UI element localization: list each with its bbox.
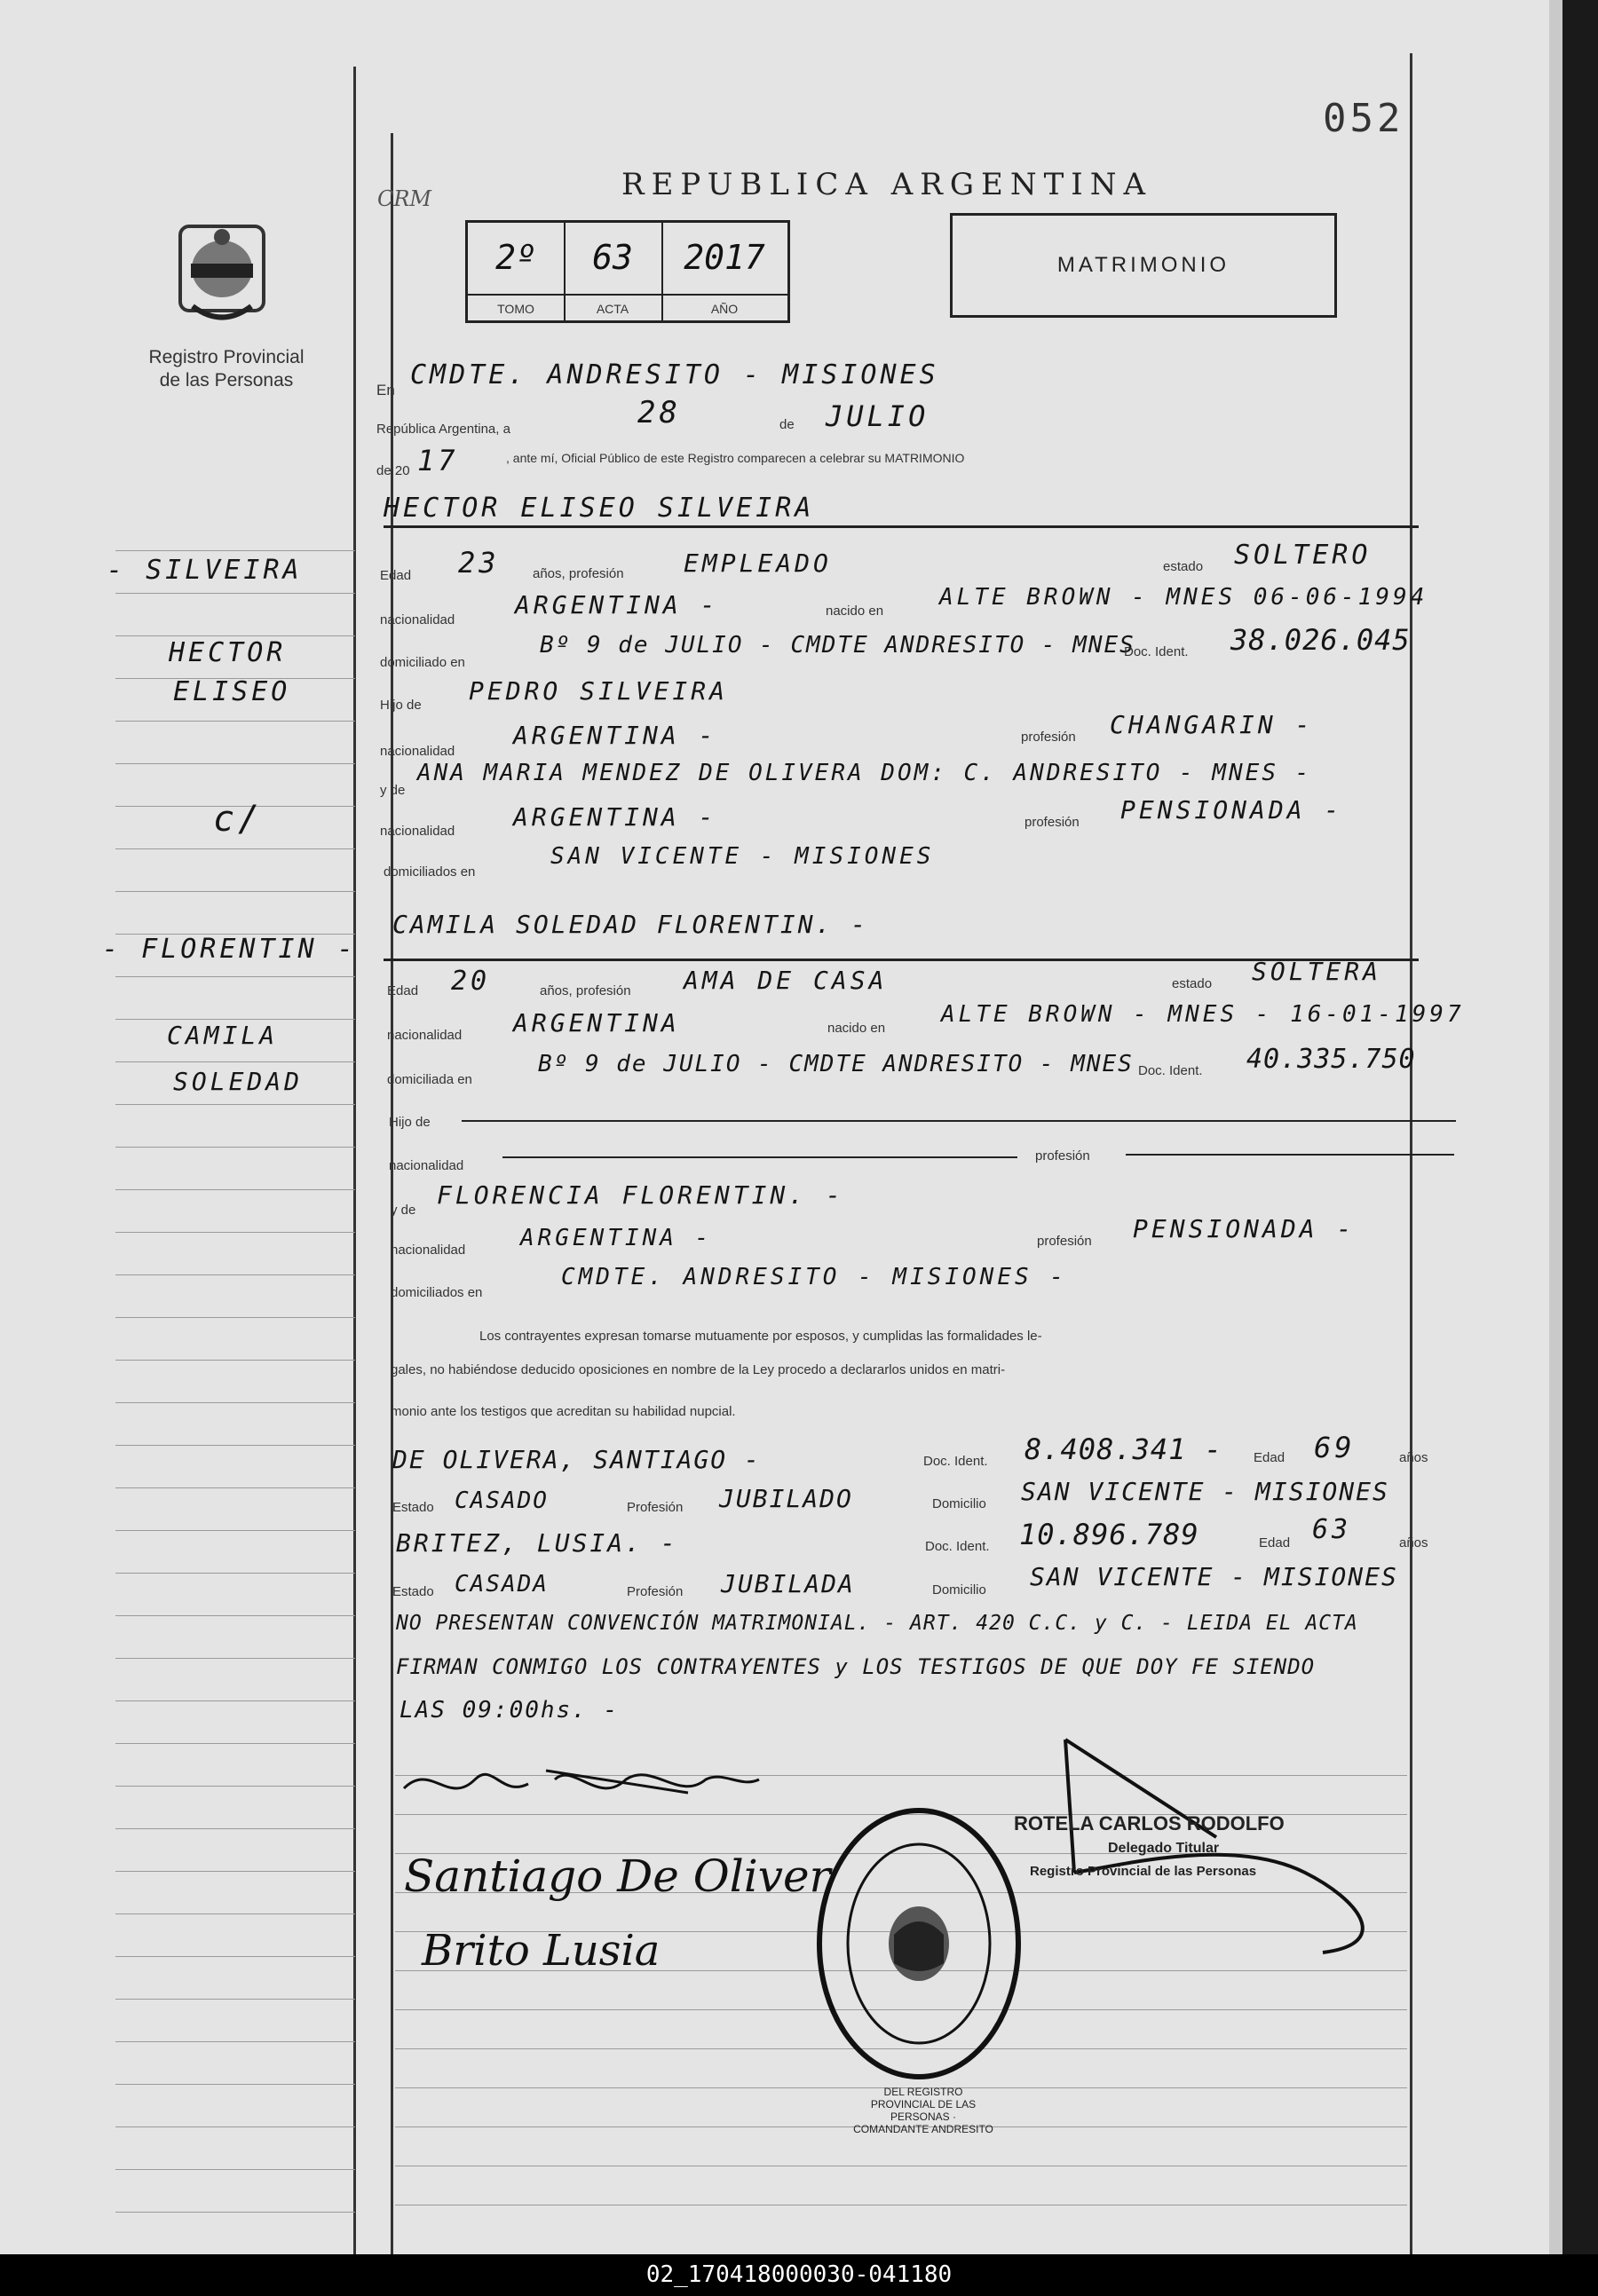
official-name: ROTELA CARLOS RODOLFO (1014, 1812, 1285, 1834)
margin-rule (353, 67, 356, 2254)
margin-ruled-line (115, 1828, 355, 1829)
organization-line-2: de las Personas (159, 370, 294, 391)
witness2-signature: Brito Lusia (422, 1926, 661, 1976)
margin-ruled-line (115, 1743, 355, 1744)
margin-ruled-line (115, 1360, 355, 1361)
nac-blank-line (502, 1156, 1017, 1158)
margin-ruled-line (115, 2126, 355, 2127)
witness2-dom-label: Domicilio (932, 1582, 986, 1598)
groom-mother-nationality: ARGENTINA - (513, 802, 717, 832)
bride-hijo-label: Hijo de (389, 1115, 431, 1130)
margin-ruled-line (115, 1019, 355, 1020)
page-edge (1549, 0, 1562, 2254)
crm-mark: CRM (377, 186, 432, 211)
month-value: JULIO (826, 399, 930, 433)
witness2-edad-label: Edad (1259, 1535, 1291, 1550)
witness1-estado-label: Estado (392, 1500, 434, 1515)
hijo-blank-line (462, 1120, 1456, 1122)
declaration-line-2: gales, no habiéndose deducido oposiciones en nombre de la Ley procedo a declararlos unidos en matri- (391, 1362, 1006, 1377)
margin-groom-name-2: ELISEO (173, 676, 291, 707)
witness2-address: SAN VICENTE - MISIONES (1030, 1562, 1398, 1591)
margin-ruled-line (115, 1232, 355, 1233)
margin-ruled-line (115, 2041, 355, 2042)
margin-ruled-line (115, 1700, 355, 1701)
margin-ruled-line (115, 891, 355, 892)
bride-mother: FLORENCIA FLORENTIN. - (437, 1180, 844, 1210)
witness2-estado-label: Estado (392, 1584, 434, 1599)
margin-bride-name-1: CAMILA (167, 1021, 279, 1050)
margin-ruled-line (115, 1104, 355, 1105)
margin-ruled-line (115, 721, 355, 722)
bride-nacido-label: nacido en (827, 1021, 886, 1036)
official-stamp (812, 1802, 1025, 2086)
groom-mother-nac-label: nacionalidad (380, 824, 455, 839)
margin-groom-name-1: HECTOR (169, 637, 287, 668)
groom-full-name: HECTOR ELISEO SILVEIRA (384, 493, 815, 524)
note-line-1: NO PRESENTAN CONVENCIÓN MATRIMONIAL. - ART. 420 C.C. y C. - LEIDA EL ACTA (396, 1612, 1358, 1635)
groom-civil-status: SOLTERO (1234, 540, 1372, 571)
groom-nacido-label: nacido en (826, 604, 884, 619)
margin-ruled-line (115, 550, 355, 551)
bride-address: Bº 9 de JULIO - CMDTE ANDRESITO - MNES (538, 1051, 1134, 1077)
margin-connector: c/ (213, 799, 264, 840)
margin-ruled-line (115, 1402, 355, 1403)
body-left-rule (391, 133, 393, 2254)
groom-nacionalidad-label: nacionalidad (380, 612, 455, 627)
de-label: de (779, 417, 795, 432)
acta-value: 63 (564, 223, 663, 294)
witness2-profession: JUBILADA (721, 1569, 855, 1598)
bride-father-nac-label: nacionalidad (389, 1158, 464, 1173)
witness2-doc-label: Doc. Ident. (925, 1539, 990, 1554)
witness2-status: CASADA (455, 1571, 549, 1598)
section-divider (384, 525, 1419, 528)
note-line-3: LAS 09:00hs. - (400, 1697, 620, 1724)
margin-ruled-line (115, 1061, 355, 1062)
coat-of-arms-icon (173, 217, 271, 328)
stamp-text: DEL REGISTRO PROVINCIAL DE LAS PERSONAS · COMANDANTE ANDRESITO (853, 2086, 993, 2135)
official-title: Delegado Titular (1108, 1841, 1220, 1856)
groom-doc-label: Doc. Ident. (1124, 644, 1189, 659)
margin-ruled-line (115, 1913, 355, 1914)
bride-birth: ALTE BROWN - MNES - 16-01-1997 (941, 1001, 1465, 1028)
country-title: REPUBLICA ARGENTINA (621, 167, 1153, 202)
groom-yde-label: y de (380, 783, 406, 798)
bride-parents-address: CMDTE. ANDRESITO - MISIONES - (561, 1264, 1067, 1290)
margin-ruled-line (115, 635, 355, 636)
margin-ruled-line (115, 1615, 355, 1616)
margin-groom-surname: - SILVEIRA (107, 555, 303, 586)
witness1-address: SAN VICENTE - MISIONES (1021, 1477, 1389, 1506)
official-office: Registro Provincial de las Personas (1030, 1864, 1257, 1879)
witness1-name: DE OLIVERA, SANTIAGO - (392, 1445, 761, 1474)
bride-full-name: CAMILA SOLEDAD FLORENTIN. - (392, 910, 869, 939)
margin-ruled-line (115, 976, 355, 977)
en-label: En (376, 382, 395, 398)
scan-footer: 02_170418000030-041180 (0, 2254, 1598, 2296)
prof-blank-line (1126, 1154, 1454, 1156)
bride-profesion-label: años, profesión (540, 983, 631, 998)
margin-ruled-line (115, 1487, 355, 1488)
groom-nationality: ARGENTINA - (515, 590, 719, 619)
witness1-edad-label: Edad (1254, 1450, 1286, 1465)
bride-doc-label: Doc. Ident. (1138, 1063, 1203, 1078)
bride-mother-nac-label: nacionalidad (391, 1243, 466, 1258)
margin-ruled-line (115, 763, 355, 764)
margin-ruled-line (115, 1956, 355, 1957)
republica-label: República Argentina, a (376, 422, 510, 437)
contrayentes-signature (395, 1753, 768, 1815)
witness1-dom-label: Domicilio (932, 1496, 986, 1511)
bride-yde-label: y de (391, 1203, 416, 1218)
witness1-doc: 8.408.341 - (1024, 1432, 1222, 1466)
margin-ruled-line (115, 2084, 355, 2085)
organization-name (124, 346, 328, 392)
witness1-doc-label: Doc. Ident. (923, 1454, 988, 1469)
bride-nationality: ARGENTINA (513, 1008, 680, 1038)
statement-text: , ante mí, Oficial Público de este Registro comparecen a celebrar su MATRIMONIO (506, 451, 965, 465)
witness1-profession: JUBILADO (719, 1484, 853, 1513)
groom-parents-address: SAN VICENTE - MISIONES (550, 843, 935, 870)
groom-profesion-label: años, profesión (533, 566, 624, 581)
place-value: CMDTE. ANDRESITO - MISIONES (410, 359, 939, 391)
bride-estado-label: estado (1172, 976, 1213, 991)
year-prefix: de 20 (376, 463, 410, 478)
margin-ruled-line (115, 593, 355, 594)
margin-ruled-line (115, 2212, 355, 2213)
bride-civil-status: SOLTERA (1252, 957, 1382, 986)
note-line-2: FIRMAN CONMIGO LOS CONTRAYENTES y LOS TESTIGOS DE QUE DOY FE SIENDO (396, 1654, 1316, 1679)
groom-edad-label: Edad (380, 568, 412, 583)
declaration-line-3: monio ante los testigos que acreditan su habilidad nupcial. (391, 1404, 736, 1419)
bride-parents-dom-label: domiciliados en (391, 1285, 483, 1300)
witness1-status: CASADO (455, 1487, 549, 1514)
groom-age: 23 (458, 546, 500, 580)
folio-number: 052 (1323, 96, 1404, 141)
margin-ruled-line (115, 1445, 355, 1446)
bride-father-prof-label: profesión (1035, 1148, 1090, 1164)
register-box (465, 220, 790, 323)
witness2-doc: 10.896.789 (1019, 1518, 1199, 1551)
groom-mother: ANA MARIA MENDEZ DE OLIVERA DOM: C. ANDRESITO - MNES - (417, 760, 1312, 786)
margin-ruled-line (115, 1871, 355, 1872)
bride-doc: 40.335.750 (1246, 1044, 1416, 1075)
margin-ruled-line (115, 1573, 355, 1574)
bride-profession: AMA DE CASA (684, 966, 888, 995)
bride-mother-profession: PENSIONADA - (1133, 1214, 1356, 1243)
organization-line-1: Registro Provincial (148, 347, 305, 367)
witness1-signature: Santiago De Oliver (404, 1850, 831, 1902)
bride-edad-label: Edad (387, 983, 419, 998)
groom-doc: 38.026.045 (1230, 623, 1411, 657)
groom-father-nac-label: nacionalidad (380, 744, 455, 759)
groom-hijo-label: Hijo de (380, 698, 422, 713)
bride-domicilio-label: domiciliada en (387, 1072, 472, 1087)
groom-domicilio-label: domiciliado en (380, 655, 465, 670)
tomo-label: TOMO (468, 294, 566, 322)
margin-ruled-line (115, 1274, 355, 1275)
margin-bride-surname: - FLORENTIN - (102, 934, 357, 965)
anio-label: AÑO (661, 294, 787, 322)
margin-ruled-line (115, 1317, 355, 1318)
witness2-name: BRITEZ, LUSIA. - (396, 1528, 678, 1558)
groom-father-nationality: ARGENTINA - (513, 721, 717, 750)
bride-mother-nationality: ARGENTINA - (520, 1225, 713, 1251)
margin-ruled-line (115, 1189, 355, 1190)
bride-age: 20 (451, 966, 491, 997)
act-type-box: MATRIMONIO (950, 213, 1337, 318)
bride-nacionalidad-label: nacionalidad (387, 1028, 463, 1043)
groom-father: PEDRO SILVEIRA (469, 676, 729, 706)
margin-ruled-line (115, 2169, 355, 2170)
bride-mother-prof-label: profesión (1037, 1234, 1092, 1249)
groom-mother-prof-label: profesión (1024, 815, 1080, 830)
margin-ruled-line (115, 1658, 355, 1659)
margin-ruled-line (115, 848, 355, 849)
margin-ruled-line (115, 1999, 355, 2000)
declaration-line-1: Los contrayentes expresan tomarse mutuamente por esposos, y cumplidas las formalidades le- (479, 1329, 1042, 1344)
margin-bride-name-2: SOLEDAD (173, 1067, 304, 1096)
anio-value: 2017 (684, 238, 765, 277)
tomo-value: 2º (468, 223, 566, 294)
margin-ruled-line (115, 1147, 355, 1148)
witness2-age: 63 (1312, 1514, 1352, 1545)
groom-profession: EMPLEADO (684, 548, 832, 578)
day-value: 28 (637, 395, 681, 430)
witness1-prof-label: Profesión (627, 1500, 684, 1515)
year-suffix: 17 (417, 444, 459, 477)
groom-parents-dom-label: domiciliados en (384, 864, 476, 880)
witness2-prof-label: Profesión (627, 1584, 684, 1599)
witness1-anios-label: años (1399, 1450, 1428, 1465)
groom-estado-label: estado (1163, 559, 1204, 574)
margin-ruled-line (115, 1786, 355, 1787)
groom-mother-profession: PENSIONADA - (1120, 795, 1343, 825)
witness1-age: 69 (1314, 1431, 1356, 1464)
groom-birth: ALTE BROWN - MNES 06-06-1994 (939, 584, 1428, 611)
groom-address: Bº 9 de JULIO - CMDTE ANDRESITO - MNES (540, 632, 1135, 659)
acta-label: ACTA (564, 294, 663, 322)
witness2-anios-label: años (1399, 1535, 1428, 1550)
margin-ruled-line (115, 1530, 355, 1531)
groom-father-prof-label: profesión (1021, 730, 1076, 745)
groom-father-profession: CHANGARIN - (1110, 710, 1314, 739)
